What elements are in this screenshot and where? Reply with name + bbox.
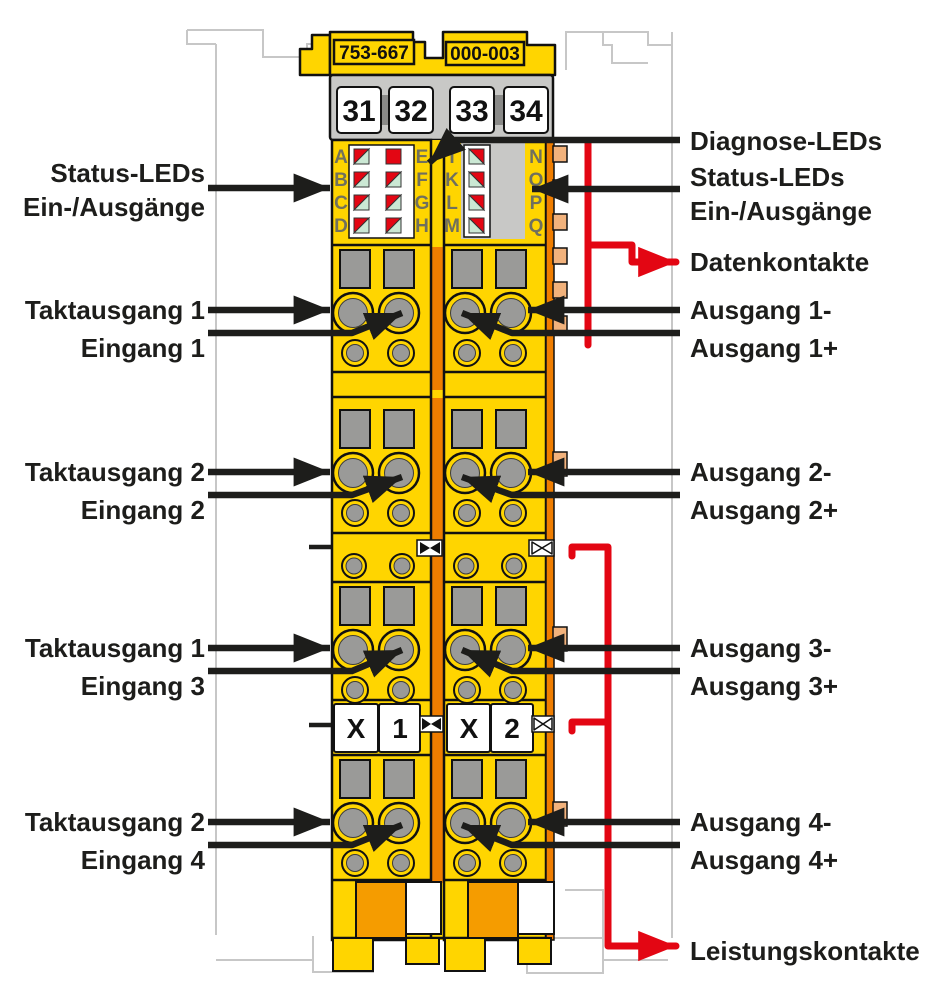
led-letter-o: O (528, 170, 544, 191)
terminal-32: 32 (394, 95, 428, 128)
marking-x2-x: X (459, 713, 479, 744)
data-contact-tabs (553, 146, 567, 826)
label-taktausgang-2a: Taktausgang 2 (24, 457, 205, 487)
terminal-31: 31 (342, 95, 376, 128)
label-ausgang-4-minus: Ausgang 4- (690, 807, 832, 837)
label-taktausgang-1a: Taktausgang 1 (24, 295, 205, 325)
label-ausgang-1-minus: Ausgang 1- (690, 295, 832, 325)
marking-x2-2: 2 (504, 713, 520, 744)
label-status-leds-right-1: Status-LEDs (690, 162, 845, 192)
label-diagnose-leds: Diagnose-LEDs (690, 126, 883, 156)
terminal-block (330, 75, 553, 140)
led-letter-b: B (334, 170, 348, 191)
led-letter-n: N (529, 147, 543, 168)
led-letter-g: G (414, 193, 430, 214)
led-letter-k: K (445, 170, 459, 191)
callout-labels-right (690, 126, 920, 966)
led-letter-c: C (334, 193, 348, 214)
label-taktausgang-2b: Taktausgang 2 (24, 807, 205, 837)
marking-x1-x: X (346, 713, 366, 744)
led-letter-f: F (416, 170, 428, 191)
label-eingang-1: Eingang 1 (80, 333, 205, 363)
led-letter-q: Q (528, 216, 544, 237)
led-letter-i: I (449, 147, 455, 168)
label-ausgang-2-minus: Ausgang 2- (690, 457, 832, 487)
label-taktausgang-1b: Taktausgang 1 (24, 633, 205, 663)
label-eingang-3: Eingang 3 (80, 671, 205, 701)
data-contacts-path (588, 143, 676, 345)
label-status-leds-right-2: Ein-/Ausgänge (690, 196, 873, 226)
label-eingang-4: Eingang 4 (80, 845, 205, 875)
module-divider-strip (431, 247, 444, 883)
label-ausgang-1-plus: Ausgang 1+ (690, 333, 839, 363)
label-ausgang-3-plus: Ausgang 3+ (690, 671, 839, 701)
label-ausgang-2-plus: Ausgang 2+ (690, 495, 839, 525)
datenkontakte-arrow (588, 245, 676, 262)
power-contacts-path (572, 547, 676, 946)
label-eingang-2: Eingang 2 (80, 495, 205, 525)
led-letter-h: H (415, 216, 429, 237)
led-letter-m: M (444, 216, 460, 237)
order-number-left: 753-667 (339, 43, 409, 64)
callout-labels-left (23, 158, 206, 875)
label-leistungskontakte: Leistungskontakte (690, 936, 920, 966)
label-status-leds-left-1: Status-LEDs (50, 158, 205, 188)
label-ausgang-4-plus: Ausgang 4+ (690, 845, 839, 875)
order-number-right: 000-003 (450, 44, 520, 65)
label-status-leds-left-2: Ein-/Ausgänge (22, 192, 205, 222)
marking-x1-1: 1 (392, 713, 408, 744)
module-top-cap (300, 32, 555, 75)
led-letter-e: E (415, 147, 429, 168)
terminal-33: 33 (455, 95, 489, 128)
terminal-34: 34 (509, 95, 543, 128)
led-letter-l: L (446, 193, 458, 214)
label-datenkontakte: Datenkontakte (690, 247, 870, 277)
led-letter-d: D (334, 216, 348, 237)
led-letter-a: A (334, 147, 348, 168)
led-letter-p: P (529, 193, 543, 214)
leistungskontakte-arrow (572, 547, 676, 946)
label-ausgang-3-minus: Ausgang 3- (690, 633, 832, 663)
